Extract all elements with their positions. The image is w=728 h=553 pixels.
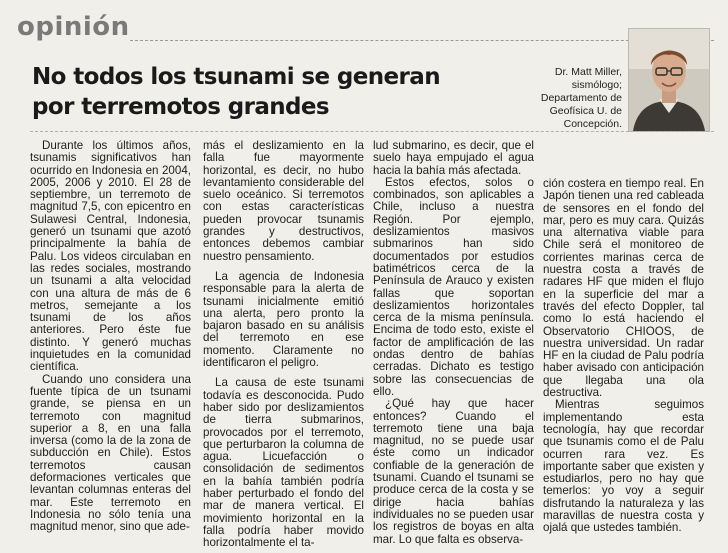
author-city: Concepción.	[563, 118, 622, 130]
column-2	[203, 140, 364, 550]
column-4	[543, 178, 704, 535]
paragraph: ción costera en tiempo real. En Japón tienen una red cableada de sensores en el fondo del mar, pero es muy cara. Quizás una alternativa viable para Chile será el monitoreo de corrientes marinas cerca de nuestra costa a través de radares HF que miden el flujo en la superficie del mar a través del efecto Doppler, tal como lo está haciendo el Observatorio CHIOOS, de nuestra universidad. Un radar HF en la ciudad de Palu podría haber avisado con anticipación que llegaba una ola destructiva.	[543, 177, 704, 400]
paragraph: Cuando uno considera una fuente típica de un tsunami grande, se piensa en un terremoto con magnitud superior a 8, en una falla inversa (como la de la zona de subducción en Chile). Estos terremotos causan deformaciones verticales que levantan columnas enteras del mar. Este terremoto en Indonesia no sólo tenía una magnitud menor, sino que ade-	[30, 372, 191, 534]
headline-line-2: por terremotos grandes	[32, 94, 330, 120]
section-label: opinión	[17, 12, 130, 42]
paragraph: lud submarino, es decir, que el suelo haya empujado el agua hacia la bahía más afectada.	[373, 139, 534, 177]
headline-line-1: No todos los tsunami se generan	[32, 64, 440, 90]
author-role: sismólogo;	[571, 79, 622, 91]
top-rule	[130, 40, 714, 41]
paragraph: Estos efectos, solos o combinados, son aplicables a Chile, incluso a nuestra Región. Por ejemplo, deslizamientos masivos submarinos han sido documentados por estudios batimétricos cerca de la Península de Arauco y existen fallas que soportan deslizamientos horizontales cerca de la misma península. Encima de todo esto, existe el factor de amplificación de las ondas dentro de bahías cerradas. Dichato es testigo sobre las consecuencias de ello.	[373, 175, 534, 398]
paragraph: Mientras seguimos implementando esta tecnología, hay que recordar que tsunamis como el de Palu ocurren rara vez. Es importante saber que existen y estudiarlos, pero no hay que temerlos: yo voy a seguir disfrutando la naturaleza y las maravillas de nuestra costa y ojalá que ustedes también.	[543, 398, 704, 535]
author-department: Departamento de	[540, 92, 622, 104]
column-1	[30, 140, 191, 534]
paragraph: La agencia de Indonesia responsable para la alerta de tsunami inicialmente emitió una alerta, pero pronto la bajaron basado en su análisis del terremoto en ese momento. Claramente no identificaron el peligro.	[203, 269, 364, 370]
body-rule	[30, 131, 714, 132]
byline	[520, 66, 622, 131]
author-institution: Geofísica U. de	[549, 105, 622, 117]
author-name: Dr. Matt Miller,	[554, 66, 622, 78]
headline	[32, 62, 532, 122]
column-3	[373, 140, 534, 546]
author-portrait	[628, 28, 710, 132]
portrait-image	[629, 29, 709, 131]
paragraph: más el deslizamiento en la falla fue mayormente horizontal, es decir, no hubo levantamiento considerable del suelo oceánico. Si terremotos con estas características pueden provocar tsunamis grandes y destructivos, entonces debemos cambiar nuestro pensamiento.	[203, 139, 364, 263]
paragraph: ¿Qué hay que hacer entonces? Cuando el terremoto tiene una baja magnitud, no se puede usar éste como un indicador confiable de la generación de tsunami. Cuando el tsunami se produce cerca de la costa y se dirige hacia bahías individuales no se pueden usar los registros de boyas en alta mar. Lo que falta es observa-	[373, 397, 534, 546]
paragraph: Durante los últimos años, tsunamis significativos han ocurrido en Indonesia en 2004, 2005, 2006 y 2010. El 28 de septiembre, un terremoto de magnitud 7,5, con epicentro en Sulawesi Central, Indonesia, generó un tsunami que azotó principalmente la bahía de Palu. Los videos circulaban en las redes sociales, mostrando un tsunami a alta velocidad con una altura de más de 6 metros, semejante a los tsunami de los años anteriores. Pero éste fue distinto. Y generó muchas inquietudes en la comunidad científica.	[30, 139, 191, 374]
paragraph: La causa de este tsunami todavía es desconocida. Pudo haber sido por deslizamientos de tierra submarinos, provocados por el terremoto, que perturbaron la columna de agua. Licuefacción o consolidación de sedimentos en la bahía también podría haber perturbado el fondo del mar de manera vertical. El movimiento horizontal en la falla podría haber movido horizontalmente el ta-	[203, 376, 364, 550]
